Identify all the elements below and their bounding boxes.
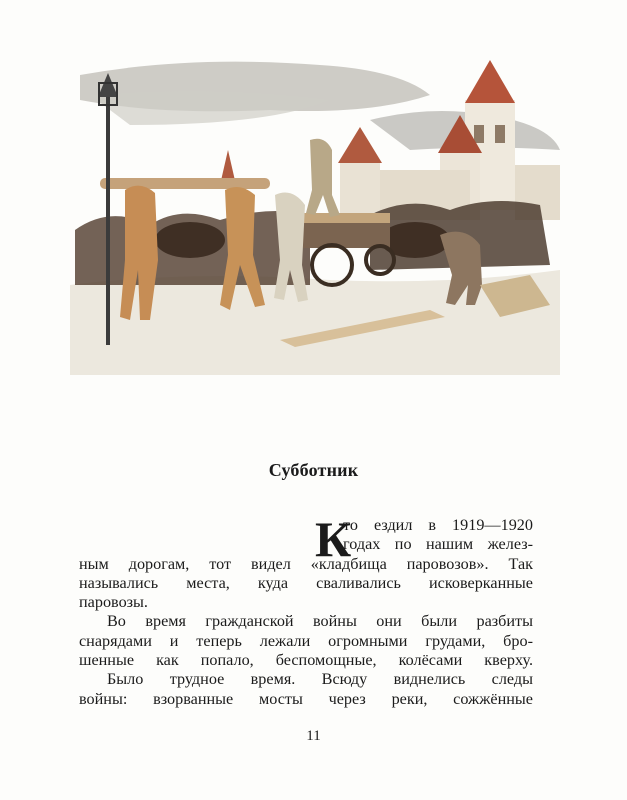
paragraph-3 xyxy=(79,670,533,709)
text-line: то ездил в 1919—1920 xyxy=(343,516,533,534)
text-line: назывались места, куда сваливались исковерканные xyxy=(79,573,533,592)
paragraph-2 xyxy=(79,612,533,670)
text-line: снарядами и теперь лежали огромными грудами, бро- xyxy=(79,631,533,650)
body-text xyxy=(79,511,533,709)
chapter-title: Субботник xyxy=(268,460,359,480)
text-line: ным дорогам, тот видел «кладбища паровозов». Так xyxy=(79,554,533,573)
text-line: шенные как попало, беспомощные, колёсами кверху. xyxy=(79,651,533,670)
text-line: Во время гражданской войны они были разбиты xyxy=(107,612,533,631)
page-number: 11 xyxy=(306,728,321,744)
paragraph-1 xyxy=(79,511,533,612)
text-line: паровозы. xyxy=(79,593,148,612)
text-line: войны: взорванные мосты через реки, сожжённые xyxy=(79,689,533,708)
text-line: Было трудное время. Всюду виднелись следы xyxy=(107,670,533,689)
text-line: годах по нашим желез- xyxy=(343,535,533,554)
drop-cap: К xyxy=(315,511,352,567)
subbotnik-illustration xyxy=(70,55,560,375)
